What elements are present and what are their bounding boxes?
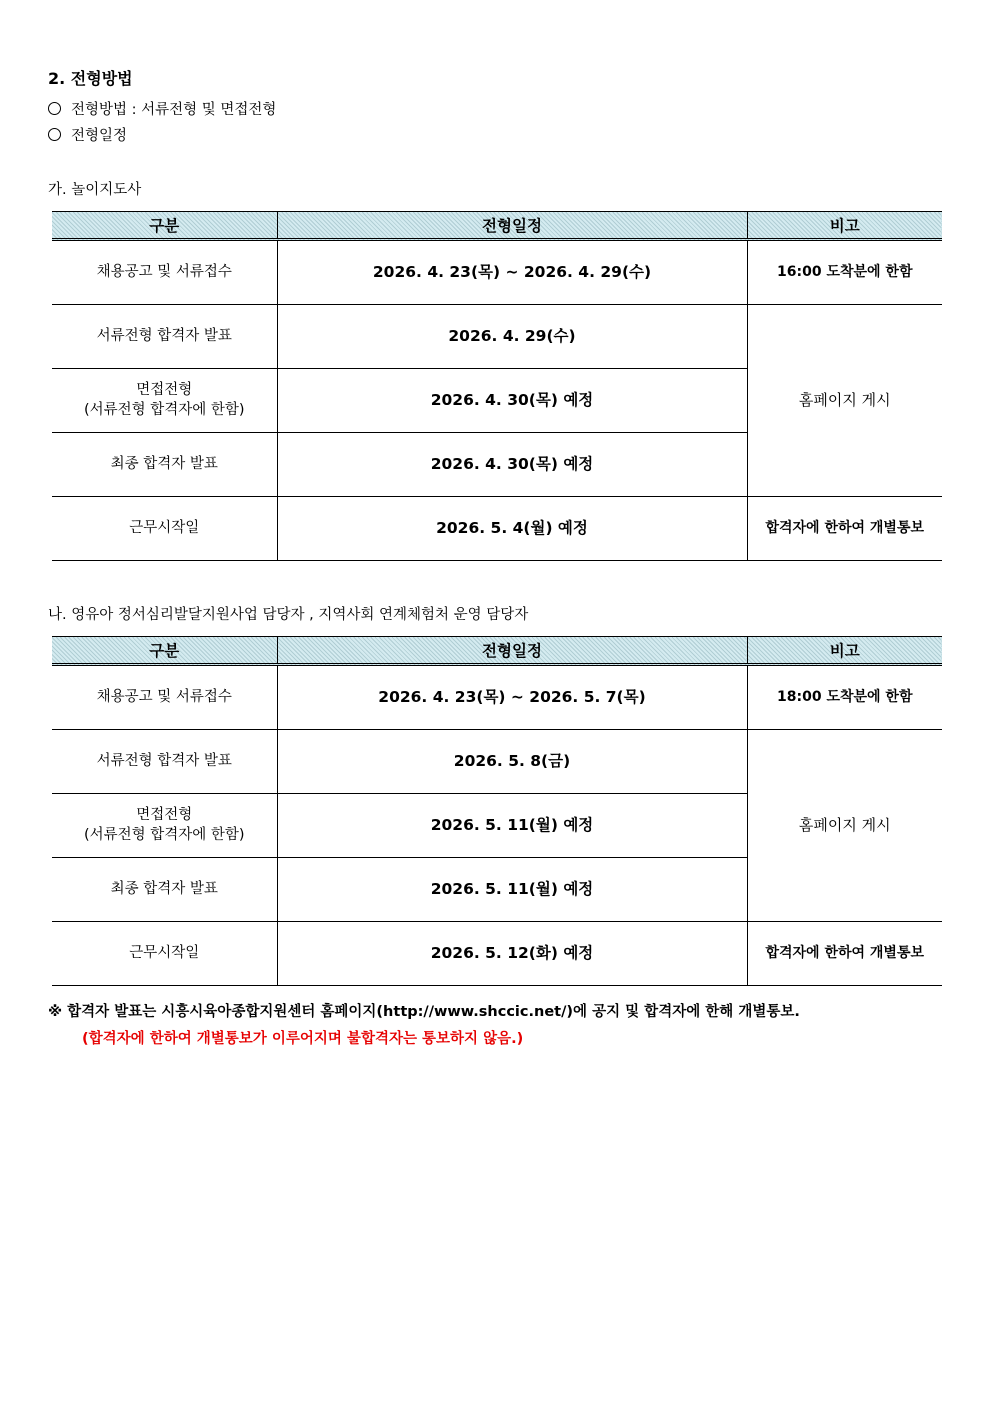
- row-label-line1: 면접전형: [136, 806, 193, 823]
- table-row: [52, 922, 942, 986]
- table-row: [52, 305, 942, 369]
- row-note: 16:00 도착분에 한함: [747, 240, 942, 305]
- bullet-schedule: [48, 124, 127, 145]
- row-note: 합격자에 한하여 개별통보: [747, 497, 942, 561]
- row-label: 근무시작일: [52, 922, 277, 986]
- bullet-text: 전형일정: [71, 128, 128, 144]
- header-note: 비고: [747, 637, 942, 665]
- row-date: 2026. 5. 11(월) 예정: [277, 858, 747, 922]
- row-label-line2: (서류전형 합격자에 한함): [83, 401, 245, 418]
- row-date: 2026. 4. 30(목) 예정: [277, 433, 747, 497]
- table-a-subtitle: 가. 놀이지도사: [48, 182, 142, 198]
- table-row: [52, 497, 942, 561]
- row-label: 최종 합격자 발표: [52, 858, 277, 922]
- table-header-row: [52, 637, 942, 665]
- row-date: 2026. 4. 23(목) ~ 2026. 4. 29(수): [277, 240, 747, 305]
- row-note: 18:00 도착분에 한함: [747, 665, 942, 730]
- row-label: [52, 794, 277, 858]
- circle-bullet-icon: [48, 128, 61, 141]
- schedule-table-a: [52, 211, 942, 561]
- schedule-table-b: [52, 636, 942, 986]
- footnote: ※ 합격자 발표는 시흥시육아종합지원센터 홈페이지(http://www.shccic.net/)에 공지 및 합격자에 한해 개별통보.: [48, 1004, 800, 1020]
- row-date: 2026. 4. 29(수): [277, 305, 747, 369]
- row-label: 최종 합격자 발표: [52, 433, 277, 497]
- row-label: [52, 369, 277, 433]
- table-row: [52, 665, 942, 730]
- header-schedule: 전형일정: [277, 637, 747, 665]
- row-date: 2026. 5. 11(월) 예정: [277, 794, 747, 858]
- row-label: 채용공고 및 서류접수: [52, 240, 277, 305]
- row-label-line2: (서류전형 합격자에 한함): [83, 826, 245, 843]
- table-b-subtitle: 나. 영유아 정서심리발달지원사업 담당자 , 지역사회 연계체험처 운영 담당자: [48, 607, 529, 623]
- row-label-line1: 면접전형: [136, 381, 193, 398]
- row-date: 2026. 4. 23(목) ~ 2026. 5. 7(목): [277, 665, 747, 730]
- merged-note: 홈페이지 게시: [747, 305, 942, 497]
- row-note: 합격자에 한하여 개별통보: [747, 922, 942, 986]
- bullet-method: [48, 98, 276, 119]
- row-date: 2026. 5. 12(화) 예정: [277, 922, 747, 986]
- row-date: 2026. 4. 30(목) 예정: [277, 369, 747, 433]
- section-title: 2. 전형방법: [48, 69, 133, 88]
- table-header-row: [52, 212, 942, 240]
- table-row: [52, 240, 942, 305]
- row-label: 채용공고 및 서류접수: [52, 665, 277, 730]
- footnote-red: (합격자에 한하여 개별통보가 이루어지며 불합격자는 통보하지 않음.): [82, 1031, 524, 1047]
- merged-note: 홈페이지 게시: [747, 730, 942, 922]
- row-label: 서류전형 합격자 발표: [52, 305, 277, 369]
- row-date: 2026. 5. 8(금): [277, 730, 747, 794]
- row-label: 서류전형 합격자 발표: [52, 730, 277, 794]
- bullet-text: 전형방법 : 서류전형 및 면접전형: [71, 102, 277, 118]
- header-category: 구분: [52, 637, 277, 665]
- header-schedule: 전형일정: [277, 212, 747, 240]
- header-note: 비고: [747, 212, 942, 240]
- row-label: 근무시작일: [52, 497, 277, 561]
- circle-bullet-icon: [48, 102, 61, 115]
- table-row: [52, 730, 942, 794]
- row-date: 2026. 5. 4(월) 예정: [277, 497, 747, 561]
- header-category: 구분: [52, 212, 277, 240]
